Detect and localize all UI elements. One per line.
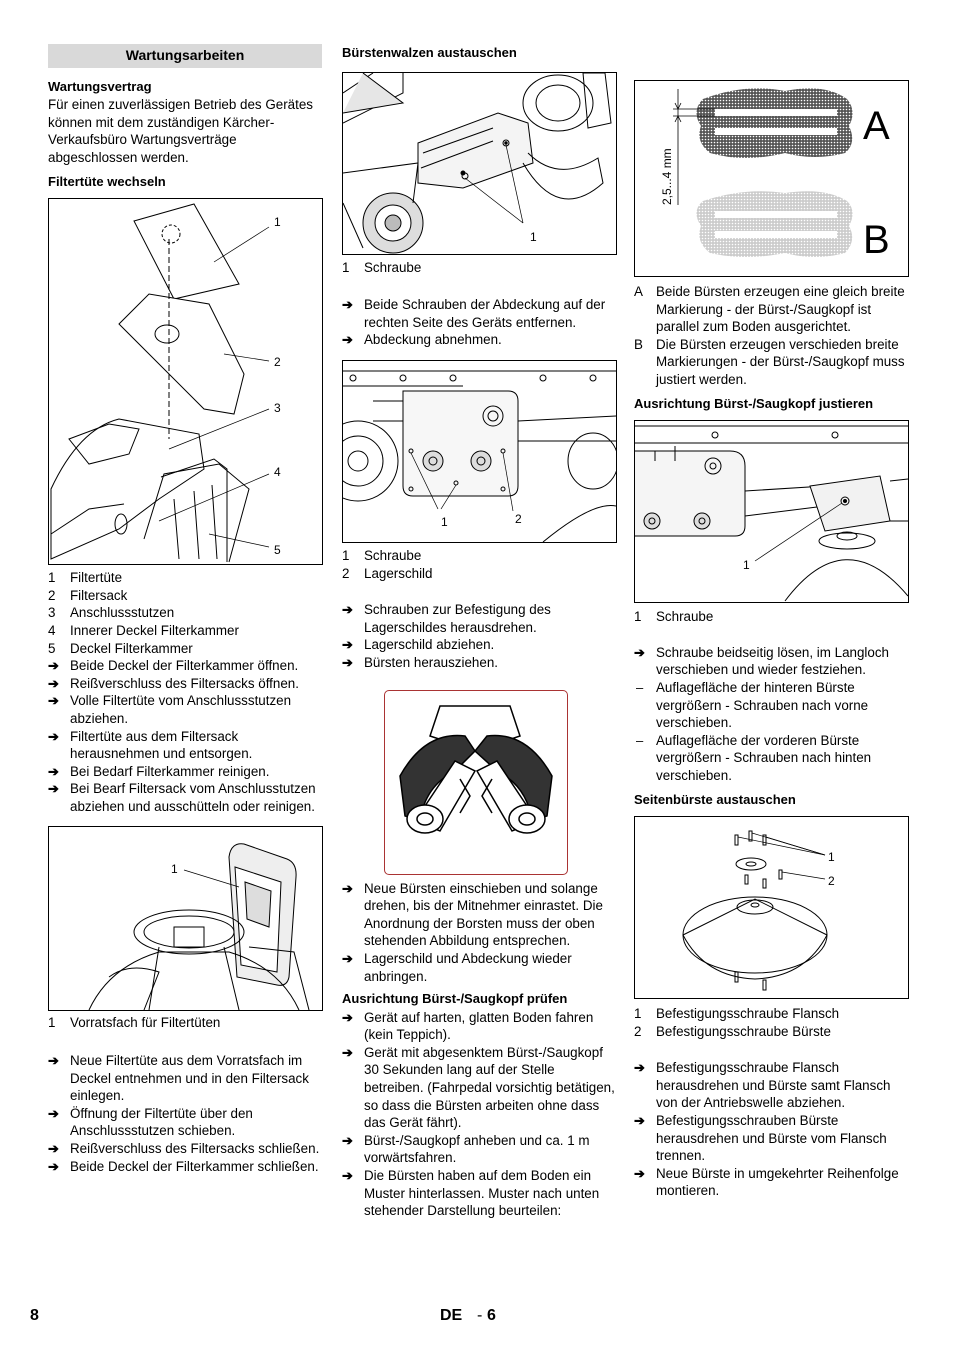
step-item: ➔ Filtertüte aus dem Filtersack herausnehmen und entsorgen. [48, 728, 253, 762]
steps-insert-bag [48, 1052, 322, 1175]
legend-item: 3 Anschlussstutzen [48, 605, 175, 621]
step-item: ➔ Neue Filtertüte aus dem Vorratsfach im Deckel entnehmen und in den Filtersack einlegen. [48, 1053, 309, 1104]
steps-remove-brushes [342, 601, 616, 671]
callout-1: 1 [743, 558, 750, 573]
figure-bearing-plate [342, 360, 617, 543]
column-1 [48, 44, 322, 1175]
dash-item: – Auflagefläche der vorderen Bürste vergrößern - Schrauben nach hinten verschieben. [636, 732, 872, 783]
arrow-right-icon: ➔ [342, 880, 353, 896]
fig3-legend [342, 259, 616, 277]
arrow-right-icon: ➔ [342, 950, 353, 966]
brush-pattern-illustration [635, 81, 908, 276]
legend-item: B Die Bürsten erzeugen verschieden breite Markierungen - der Bürst-/Saugkopf muss justiert werden. [634, 336, 905, 387]
steps-insert-brushes [342, 880, 616, 986]
check-alignment-heading: Ausrichtung Bürst-/Saugkopf prüfen [342, 991, 568, 1007]
pattern-legend [634, 283, 909, 389]
dash-item: – Auflagefläche der hinteren Bürste vergrößern - Schrauben nach vorne verschieben. [636, 679, 869, 731]
step-item: ➔ Schraube beidseitig lösen, im Langloch verschieben und wieder festziehen. [634, 644, 889, 678]
arrow-right-icon: ➔ [48, 1105, 59, 1121]
arrow-right-icon: ➔ [48, 1141, 59, 1157]
dimension-label: 2,5...4 mm [660, 148, 674, 205]
section-title: Wartungsarbeiten [48, 44, 322, 68]
figure-filter-bag [48, 198, 323, 565]
callout-3: 3 [274, 401, 281, 416]
arrow-right-icon: ➔ [634, 644, 645, 660]
legend-item: 5 Deckel Filterkammer [48, 640, 193, 656]
step-item: ➔ Volle Filtertüte vom Anschlussstutzen abziehen. [48, 693, 292, 726]
fig8-legend [634, 1005, 909, 1040]
steps-side-brush [634, 1059, 909, 1200]
contract-text: Für einen zuverlässigen Betrieb des Gerätes können mit dem zuständigen Kärcher-Verkaufsbüro Wartungsverträge abgeschlossen werden. [48, 97, 313, 165]
steps-remove-cover [342, 296, 616, 349]
legend-item: 1 Schraube [342, 547, 422, 563]
legend-item: 1 Filtertüte [48, 570, 123, 586]
callout-1: 1 [274, 215, 281, 230]
page-number: 8 [30, 1307, 39, 1324]
legend-item: 1 Vorratsfach für Filtertüten [48, 1015, 221, 1031]
step-item: ➔ Bei Bedarf Filterkammer reinigen. [48, 763, 270, 779]
dash-bullet: – [636, 732, 644, 748]
storage-compartment-illustration [49, 827, 322, 1010]
adjust-screw-illustration [635, 421, 908, 602]
arrow-right-icon: ➔ [342, 297, 353, 313]
arrow-right-icon: ➔ [48, 658, 59, 674]
arrow-right-icon: ➔ [48, 728, 59, 744]
step-item: ➔ Neue Bürste in umgekehrter Reihenfolge montieren. [634, 1165, 899, 1199]
legend-item: 2 Befestigungsschraube Bürste [634, 1023, 831, 1039]
callout-4: 4 [274, 465, 281, 480]
arrow-right-icon: ➔ [342, 1044, 353, 1060]
arrow-right-icon: ➔ [634, 1060, 645, 1076]
step-item: ➔ Neue Bürsten einschieben und solange drehen, bis der Mitnehmer einrastet. Die Anordnung der Borsten muss der oben stehenden Abbildung entsprechen. [342, 880, 603, 949]
step-item: ➔ Reißverschluss des Filtersacks öffnen. [48, 675, 299, 691]
arrow-right-icon: ➔ [342, 654, 353, 670]
sub-page-number: 6 [487, 1307, 496, 1324]
arrow-right-icon: ➔ [48, 1158, 59, 1174]
step-item: ➔ Beide Deckel der Filterkammer öffnen. [48, 658, 299, 674]
footer-separator: - [477, 1307, 483, 1324]
arrow-right-icon: ➔ [48, 675, 59, 691]
step-item: ➔ Schrauben zur Befestigung des Lagerschildes herausdrehen. [342, 602, 551, 635]
side-brush-heading: Seitenbürste austauschen [634, 791, 796, 807]
arrow-right-icon: ➔ [342, 1168, 353, 1184]
bag-heading: Filtertüte wechseln [48, 173, 166, 189]
legend-item: 1 Befestigungsschraube Flansch [634, 1006, 840, 1022]
side-brush-illustration [635, 817, 908, 998]
figure-storage-compartment [48, 826, 323, 1011]
figure-cover-screws [342, 72, 617, 255]
step-item: ➔ Die Bürsten haben auf dem Boden ein Muster hinterlassen. Muster nach unten stehender Darstellung beurteilen: [342, 1168, 600, 1219]
contract-heading: Wartungsvertrag [48, 78, 152, 94]
dash-bullet: – [636, 679, 644, 695]
bearing-plate-illustration [343, 361, 616, 542]
legend-item: 1 Schraube [342, 259, 422, 275]
legend-item: 1 Schraube [634, 609, 714, 625]
arrow-right-icon: ➔ [48, 781, 59, 797]
step-item: ➔ Beide Deckel der Filterkammer schließen. [48, 1158, 319, 1174]
step-item: ➔ Abdeckung abnehmen. [342, 332, 502, 348]
adjust-options [634, 679, 909, 785]
language-code: DE [440, 1307, 463, 1324]
steps-remove-bag [48, 657, 322, 815]
legend-item: 4 Innerer Deckel Filterkammer [48, 622, 239, 638]
arrow-right-icon: ➔ [48, 693, 59, 709]
step-item: ➔ Befestigungsschrauben Bürste herausdrehen und Bürste vom Flansch trennen. [634, 1113, 887, 1164]
arrow-right-icon: ➔ [342, 637, 353, 653]
fig7-legend [634, 608, 909, 626]
cover-screws-illustration [343, 73, 616, 254]
figure-adjust-screw [634, 420, 909, 603]
callout-5: 5 [274, 543, 281, 558]
arrow-right-icon: ➔ [342, 1009, 353, 1025]
callout-1: 1 [828, 850, 835, 865]
steps-adjust [634, 644, 909, 679]
step-item: ➔ Befestigungsschraube Flansch herausdrehen und Bürste samt Flansch von der Antriebswelle abziehen. [634, 1060, 891, 1111]
arrow-right-icon: ➔ [342, 602, 353, 618]
figure-side-brush [634, 816, 909, 999]
filter-bag-illustration [49, 199, 322, 564]
step-item: ➔ Gerät auf harten, glatten Boden fahren (kein Teppich). [342, 1009, 594, 1043]
figure-brush-pattern [634, 80, 909, 277]
callout-2: 2 [515, 511, 522, 526]
fig2-legend [48, 1014, 322, 1032]
step-item: ➔ Lagerschild abziehen. [342, 637, 495, 653]
column-2 [342, 44, 616, 1220]
callout-1: 1 [441, 514, 448, 529]
callout-1: 1 [171, 862, 178, 877]
legend-item: A Beide Bürsten erzeugen eine gleich breite Markierung - der Bürst-/Saugkopf ist parallel zum Boden ausgerichtet. [634, 284, 905, 335]
arrow-right-icon: ➔ [48, 763, 59, 779]
callout-2: 2 [274, 355, 281, 370]
legend-item: 2 Lagerschild [342, 565, 433, 581]
fig1-legend [48, 569, 322, 657]
legend-item: 2 Filtersack [48, 587, 128, 603]
arrow-right-icon: ➔ [48, 1053, 59, 1069]
adjust-alignment-heading: Ausrichtung Bürst-/Saugkopf justieren [634, 395, 874, 411]
steps-check-alignment [342, 1009, 616, 1220]
brush-orientation-illustration [385, 691, 567, 874]
step-item: ➔ Reißverschluss des Filtersacks schließen. [48, 1141, 320, 1157]
step-item: ➔ Beide Schrauben der Abdeckung auf der rechten Seite des Geräts entfernen. [342, 297, 606, 330]
step-item: ➔ Lagerschild und Abdeckung wieder anbringen. [342, 950, 572, 984]
pattern-label-a: A [863, 104, 890, 148]
callout-2: 2 [828, 874, 835, 889]
arrow-right-icon: ➔ [634, 1165, 645, 1181]
pattern-label-b: B [863, 218, 890, 262]
figure-brush-orientation [384, 690, 568, 875]
step-item: ➔ Bei Bearf Filtersack vom Anschlusstutzen abziehen und ausschütteln oder reinigen. [48, 781, 316, 814]
column-3 [634, 44, 909, 1200]
arrow-right-icon: ➔ [342, 1132, 353, 1148]
arrow-right-icon: ➔ [634, 1113, 645, 1129]
step-item: ➔ Gerät mit abgesenktem Bürst-/Saugkopf 30 Sekunden lang auf der Stelle betreiben. (Fahrpedal vorsichtig betätigen, so dass die Bürsten arbeiten ohne dass das Gerät fährt). [342, 1044, 615, 1131]
step-item: ➔ Öffnung der Filtertüte über den Anschlussstutzen schieben. [48, 1105, 253, 1139]
callout-1: 1 [530, 229, 537, 244]
step-item: ➔ Bürst-/Saugkopf anheben und ca. 1 m vorwärtsfahren. [342, 1132, 590, 1166]
step-item: ➔ Bürsten herausziehen. [342, 654, 498, 670]
brush-roller-heading: Bürstenwalzen austauschen [342, 45, 517, 60]
arrow-right-icon: ➔ [342, 332, 353, 348]
fig4-legend [342, 547, 616, 582]
